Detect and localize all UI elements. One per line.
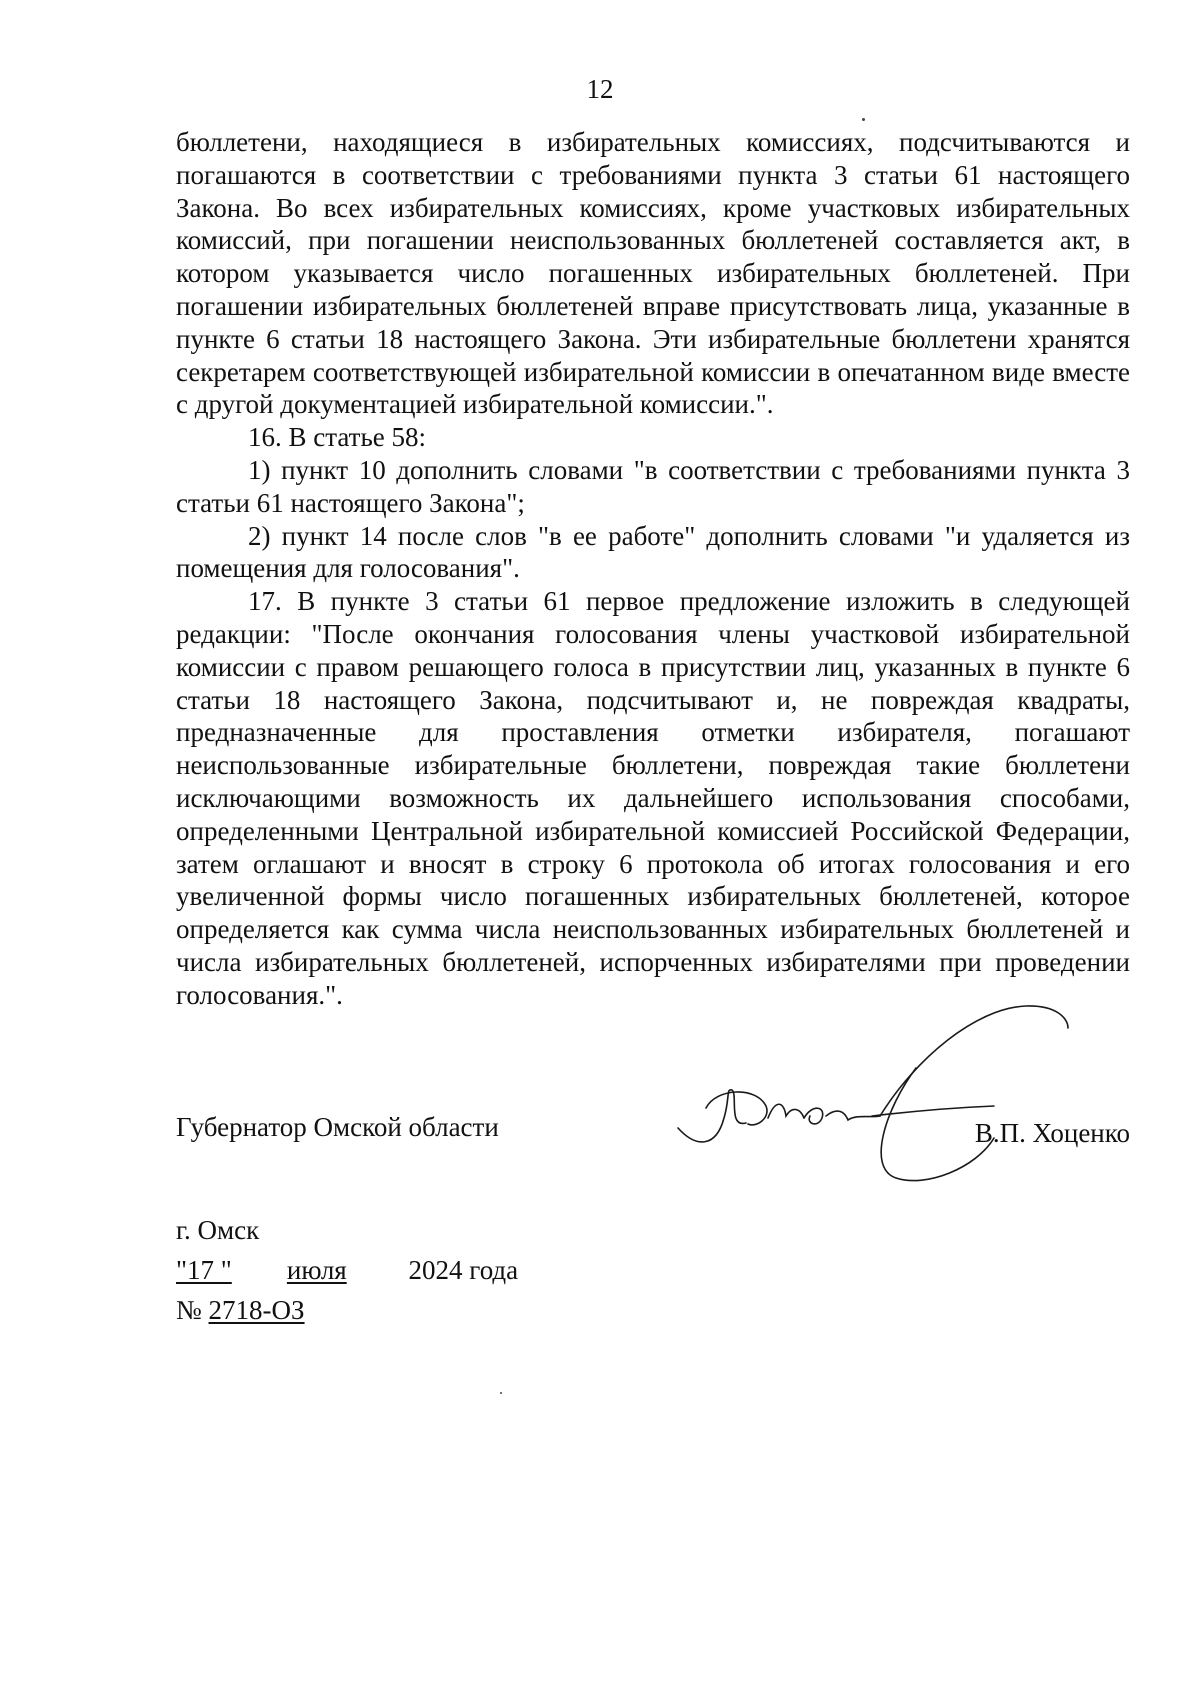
paragraph-subitem-1: 1) пункт 10 дополнить словами "в соответствии с требованиями пункта 3 статьи 61 настоящего Закона";	[176, 454, 1130, 518]
governor-title: Губернатор Омской области	[176, 1112, 499, 1142]
governor-name: В.П. Хоценко	[974, 1118, 1130, 1148]
paragraph-item-17: 17. В пункте 3 статьи 61 первое предложение изложить в следующей редакции: "После окончания голосования члены участковой избирательной комиссии с правом решающего голоса в присутствии лиц, указанных в пункте 6 статьи 18 настоящего Закона, подсчитывают и, не повреждая квадраты, предназначенные для проставления отметки избирателя, погашают неиспользованные избирательные бюллетени, повреждая такие бюллетени исключающими возможность их дальнейшего использования способами, определенными Центральной избирательной комиссией Российской Федерации, затем оглашают и вносят в строку 6 протокола об итогах голосования и его увеличенной формы число погашенных избирательных бюллетеней, которое определяется как сумма числа неиспользованных избирательных бюллетеней и числа избирательных бюллетеней, испорченных избирателями при проведении голосования.".	[176, 586, 1130, 1010]
date-day: "17 "	[176, 1255, 232, 1285]
scan-speck	[500, 1392, 502, 1394]
signature-block	[176, 1098, 1130, 1208]
scan-speck	[862, 118, 865, 121]
date-month: июля	[286, 1255, 347, 1285]
date-year: 2024 года	[408, 1255, 519, 1285]
place-date-block	[176, 1210, 518, 1330]
document-body	[176, 126, 1130, 1012]
handwritten-signature	[676, 998, 1096, 1228]
paragraph-continuation: бюллетени, находящиеся в избирательных комиссиях, подсчитываются и погашаются в соответствии с требованиями пункта 3 статьи 61 настоящего Закона. Во всех избирательных комиссиях, кроме участковых избирательных комиссий, при погашении неиспользованных бюллетеней составляется акт, в котором указывается число погашенных избирательных бюллетеней. При погашении избирательных бюллетеней вправе присутствовать лица, указанные в пункте 6 статьи 18 настоящего Закона. Эти избирательные бюллетени хранятся секретарем соответствующей избирательной комиссии в опечатанном виде вместе с другой документацией избирательной комиссии.".	[176, 127, 1130, 420]
date-line	[176, 1250, 518, 1290]
paragraph-item-16: 16. В статье 58:	[248, 422, 427, 453]
page-number: 12	[586, 74, 614, 104]
law-number-line	[176, 1290, 518, 1330]
law-number: 2718-ОЗ	[208, 1295, 305, 1325]
paragraph-subitem-2: 2) пункт 14 после слов "в ее работе" дополнить словами "и удаляется из помещения для голосования".	[176, 520, 1130, 584]
law-number-prefix: №	[176, 1295, 202, 1325]
place: г. Омск	[176, 1215, 260, 1245]
